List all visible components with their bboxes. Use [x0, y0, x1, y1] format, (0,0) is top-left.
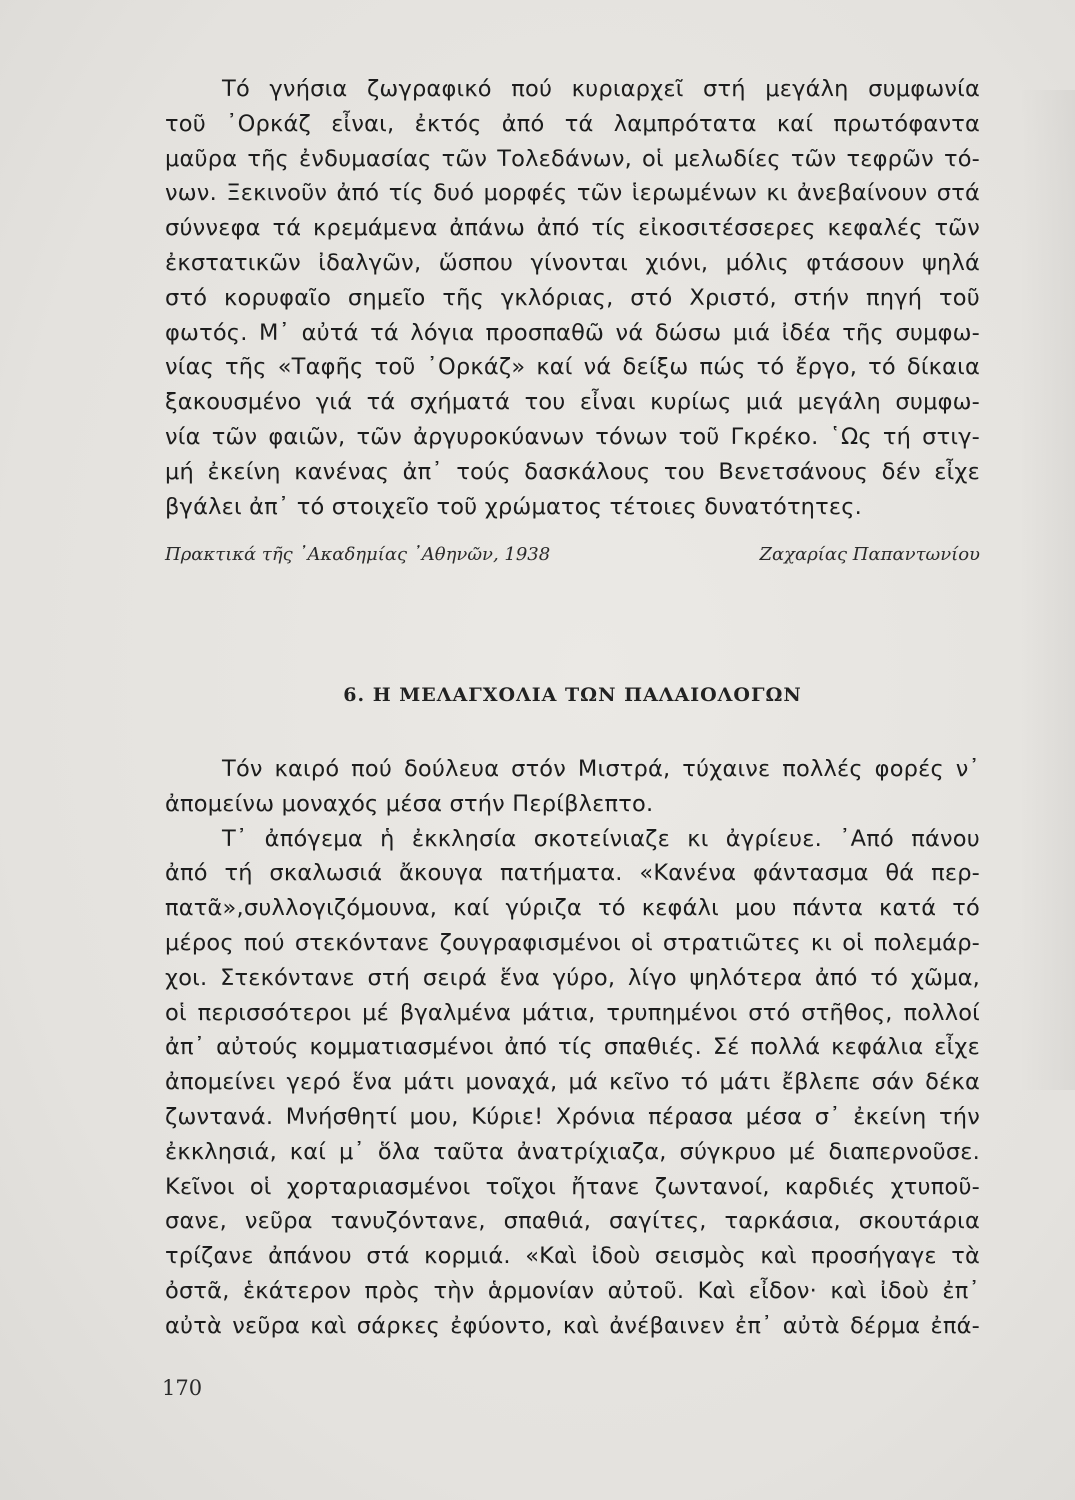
text-line: οἱ περισσότεροι μέ βγαλμένα μάτια, τρυπημένοι στό στῆθος, πολλοί: [165, 999, 980, 1026]
text-line: ἀπό τή σκαλωσιά ἄκουγα πατήματα. «Κανένα φάντασμα θά περ-: [165, 860, 980, 887]
text-line: τρίζανε ἀπάνου στά κορμιά. «Καὶ ἰδοὺ σεισμὸς καὶ προσήγαγε τὰ: [165, 1243, 980, 1270]
text-line: πατᾶ»,συλλογιζόμουνα, καί γύριζα τό κεφάλι μου πάντα κατά τό: [165, 895, 980, 922]
text-line: στό κορυφαῖο σημεῖο τῆς γκλόριας, στό Χριστό, στήν πηγή τοῦ: [165, 284, 980, 311]
paragraph-orgaz: [165, 72, 980, 524]
text-line: Τόν καιρό πού δούλευα στόν Μιστρά, τύχαινε πολλές φορές ν᾿: [222, 756, 980, 782]
text-line: φωτός. Μ᾿ αὐτά τά λόγια προσπαθῶ νά δώσω μιά ἰδέα τῆς συμφω-: [165, 319, 980, 346]
text-line: ζωντανά. Μνήσθητί μου, Κύριε! Χρόνια πέρασα μέσα σ᾿ ἐκείνη τήν: [165, 1103, 980, 1130]
text-line: ὀστᾶ, ἑκάτερον πρὸς τὴν ἁρμονίαν αὐτοῦ. Καὶ εἶδον· καὶ ἰδοὺ ἐπ᾿: [165, 1277, 980, 1304]
text-line: σανε, νεῦρα τανυζόντανε, σπαθιά, σαγίτες, ταρκάσια, σκουτάρια: [165, 1208, 980, 1235]
section-title: 6. Η ΜΕΛΑΓΧΟΛΙΑ ΤΩΝ ΠΑΛΑΙΟΛΟΓΩΝ: [343, 684, 802, 706]
text-line: ἐκστατικῶν ἰδαλγῶν, ὥσπου γίνονται χιόνι, μόλις φτάσουν ψηλά: [165, 249, 980, 276]
show-through-shadow: [1020, 90, 1075, 1090]
text-line: Τ᾿ ἀπόγεμα ἡ ἐκκλησία σκοτείνιαζε κι ἀγρίευε. ᾿Από πάνου: [222, 825, 980, 852]
page-number: 170: [162, 1376, 203, 1400]
text-line: μαῦρα τῆς ἐνδυμασίας τῶν Τολεδάνων, οἱ μελωδίες τῶν τεφρῶν τό-: [165, 145, 980, 172]
text-line: νων. Ξεκινοῦν ἀπό τίς δυό μορφές τῶν ἱερωμένων κι ἀνεβαίνουν στά: [165, 180, 980, 207]
text-line: ἀπ᾿ αὐτούς κομματιασμένοι ἀπό τίς σπαθιές. Σέ πολλά κεφάλια εἶχε: [165, 1034, 980, 1061]
text-line: χοι. Στεκόντανε στή σειρά ἕνα γύρο, λίγο ψηλότερα ἀπό τό χῶμα,: [165, 964, 980, 991]
text-line: τοῦ ᾿Ορκάζ εἶναι, ἐκτός ἀπό τά λαμπρότατα καί πρωτόφαντα: [165, 110, 980, 137]
citation: [165, 544, 980, 565]
text-line: ξακουσμένο γιά τά σχήματά του εἶναι κυρίως μιά μεγάλη συμφω-: [165, 389, 980, 416]
text-line: νίας τῆς «Ταφῆς τοῦ ᾿Ορκάζ» καί νά δείξω πώς τό ἔργο, τό δίκαια: [165, 354, 980, 381]
citation-source: Πρακτικά τῆς ᾿Ακαδημίας ᾿Αθηνῶν, 1938: [165, 544, 551, 565]
text-line: μή ἐκείνη κανένας ἀπ᾿ τούς δασκάλους του Βενετσάνους δέν εἶχε: [165, 458, 980, 485]
text-line: ἐκκλησιά, καί μ᾿ ὅλα ταῦτα ἀνατρίχιαζα, σύγκρυο μέ διαπερνοῦσε.: [165, 1138, 980, 1165]
text-line: Τό γνήσια ζωγραφικό πού κυριαρχεῖ στή μεγάλη συμφωνία: [222, 76, 980, 102]
citation-author: Ζαχαρίας Παπαντωνίου: [759, 544, 980, 565]
text-line: ἀπομείνει γερό ἕνα μάτι μοναχά, μά κεῖνο τό μάτι ἔβλεπε σάν δέκα: [165, 1069, 980, 1096]
text-line: σύννεφα τά κρεμάμενα ἀπάνω ἀπό τίς εἰκοσιτέσσερες κεφαλές τῶν: [165, 215, 980, 242]
text-line: ἀπομείνω μοναχός μέσα στήν Περίβλεπτο.: [165, 790, 654, 817]
paragraph-mistras: [165, 752, 980, 1344]
text-line: μέρος πού στεκόντανε ζουγραφισμένοι οἱ στρατιῶτες κι οἱ πολεμάρ-: [165, 929, 980, 956]
text-line: βγάλει ἀπ᾿ τό στοιχεῖο τοῦ χρώματος τέτοιες δυνατότητες.: [165, 493, 863, 520]
text-line: αὐτὰ νεῦρα καὶ σάρκες ἐφύοντο, καὶ ἀνέβαινεν ἐπ᾿ αὐτὰ δέρμα ἐπά-: [165, 1312, 980, 1339]
text-line: Κεῖνοι οἱ χορταριασμένοι τοῖχοι ἤτανε ζωντανοί, καρδιές χτυποῦ-: [165, 1173, 980, 1200]
text-line: νία τῶν φαιῶν, τῶν ἀργυροκύανων τόνων τοῦ Γκρέκο. ῾Ως τή στιγ-: [165, 423, 980, 450]
